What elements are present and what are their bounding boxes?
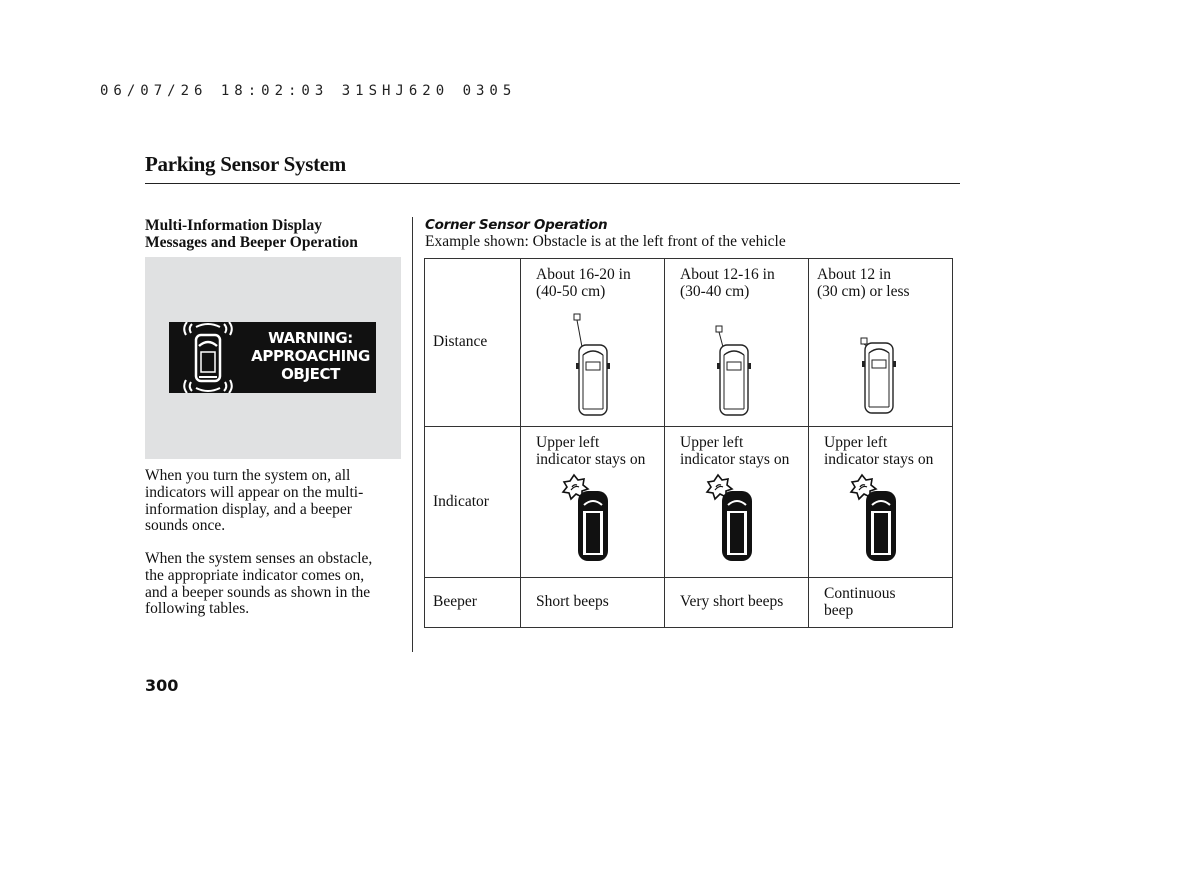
title-rule: [145, 183, 960, 184]
print-stamp: 06/07/26 18:02:03 31SHJ620 0305: [100, 83, 517, 99]
beeper-text: Short beeps: [536, 593, 609, 611]
section-heading-line2: Messages and Beeper Operation: [145, 234, 358, 251]
distance-metric: (40-50 cm): [536, 282, 606, 300]
warning-line-2: APPROACHING: [251, 347, 370, 365]
lcd-screen: [169, 322, 376, 393]
obstacle-marker-icon: [574, 314, 580, 320]
indicator-position: Upper left: [536, 434, 600, 451]
beeper-text: Continuous: [824, 584, 896, 602]
page-number: 300: [145, 676, 179, 695]
indicator-state: indicator stays on: [536, 450, 646, 468]
sensor-indicator-icon: [809, 427, 953, 578]
sensor-indicator-icon: [521, 427, 665, 578]
distance-cell: [665, 259, 809, 427]
row-label-indicator: Indicator: [425, 427, 521, 578]
distance-cell: [809, 259, 953, 427]
distance-value: About 16-20 in: [536, 266, 631, 283]
indicator-position: Upper left: [680, 434, 744, 451]
section-heading-line1: Multi-Information Display: [145, 217, 322, 234]
beeper-cell: [521, 578, 665, 628]
distance-metric: (30 cm) or less: [817, 282, 910, 300]
sensor-indicator-icon: [665, 427, 809, 578]
top-view-car-icon: [665, 259, 809, 427]
paragraph-line: following tables.: [145, 600, 250, 618]
page-title: Parking Sensor System: [145, 152, 346, 176]
warning-message: [245, 329, 376, 383]
obstacle-marker-icon: [716, 326, 722, 332]
beeper-text: Very short beeps: [680, 593, 784, 611]
paragraph-system-on: [145, 468, 407, 535]
corner-sensor-heading: Corner Sensor Operation: [425, 217, 608, 233]
beeper-text-line2: beep: [824, 601, 854, 619]
indicator-cell: [809, 427, 953, 578]
distance-metric: (30-40 cm): [680, 282, 750, 300]
indicator-cell: [665, 427, 809, 578]
paragraph-obstacle: [145, 551, 407, 618]
distance-value: About 12-16 in: [680, 266, 775, 283]
obstacle-marker-icon: [861, 338, 867, 344]
indicator-row: [425, 427, 953, 578]
indicator-cell: [521, 427, 665, 578]
warning-line-1: WARNING:: [268, 329, 353, 347]
indicator-position: Upper left: [824, 434, 888, 451]
beeper-row: [425, 578, 953, 628]
distance-value: About 12 in: [817, 266, 892, 283]
indicator-state: indicator stays on: [824, 450, 934, 468]
paragraph-line: and a beeper sounds as shown in the: [145, 583, 371, 601]
example-caption: Example shown: Obstacle is at the left front of the vehicle: [425, 233, 786, 250]
column-divider: [412, 217, 413, 652]
indicator-state: indicator stays on: [680, 450, 790, 468]
top-view-car-icon: [521, 259, 665, 427]
paragraph-line: When the system senses an obstacle,: [145, 550, 373, 567]
distance-cell: [521, 259, 665, 427]
lcd-car-icon: [175, 322, 241, 393]
warning-line-3: OBJECT: [281, 365, 340, 383]
beeper-cell: [665, 578, 809, 628]
row-label-distance: Distance: [425, 259, 521, 427]
paragraph-line: the appropriate indicator comes on,: [145, 566, 365, 584]
paragraph-line: sounds once.: [145, 517, 226, 535]
distance-row: [425, 259, 953, 427]
paragraph-line: indicators will appear on the multi-: [145, 483, 364, 501]
paragraph-line: When you turn the system on, all: [145, 467, 351, 484]
paragraph-line: information display, and a beeper: [145, 500, 352, 518]
beeper-cell: [809, 578, 953, 628]
row-label-beeper: Beeper: [425, 578, 521, 628]
display-illustration: [145, 257, 401, 459]
top-view-car-icon: [809, 259, 953, 427]
corner-sensor-table: [424, 258, 953, 628]
section-heading-mid: [145, 217, 358, 251]
